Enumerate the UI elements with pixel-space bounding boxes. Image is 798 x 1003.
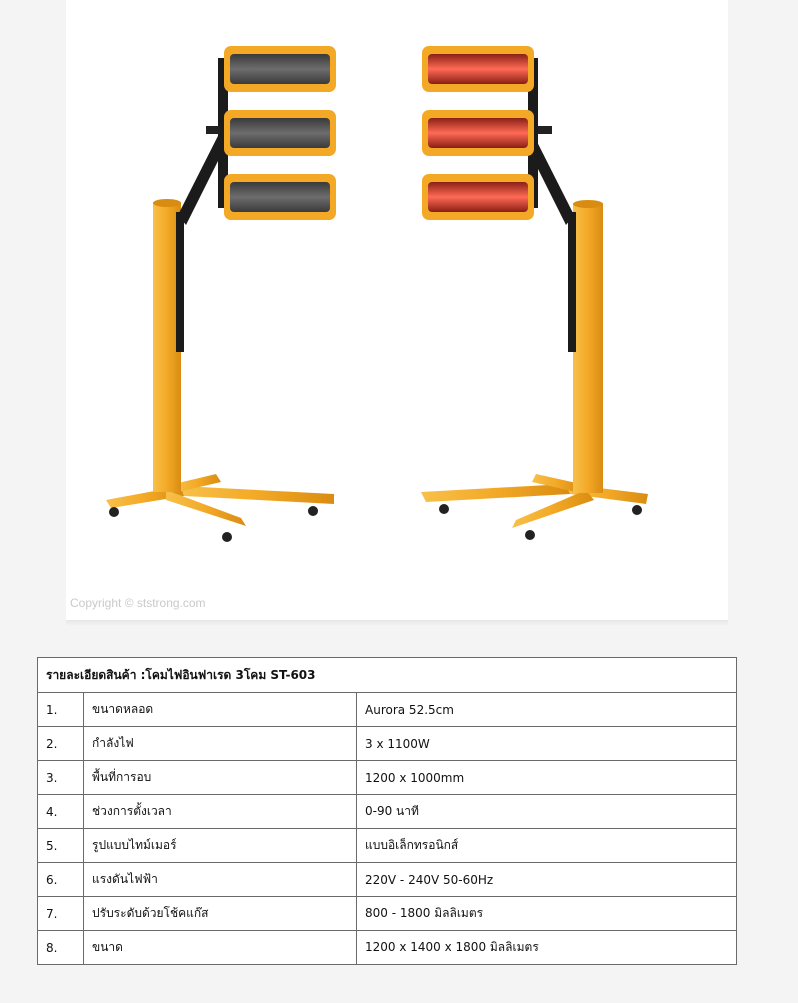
copyright-text: Copyright © ststrong.com	[70, 596, 206, 610]
right-gas-strut	[568, 212, 576, 352]
right-base-leg	[421, 484, 570, 502]
row-number: 5.	[38, 829, 84, 863]
row-number: 8.	[38, 931, 84, 965]
spec-name: ช่วงการตั้งเวลา	[84, 795, 357, 829]
spec-table-header	[38, 658, 737, 693]
left-lamp-3	[224, 174, 336, 220]
left-wheel	[222, 532, 232, 542]
table-row	[38, 693, 737, 727]
photo-shadow	[66, 620, 728, 626]
spec-name: ขนาดหลอด	[84, 693, 357, 727]
right-wheel	[525, 530, 535, 540]
left-lamp-1	[224, 46, 336, 92]
row-number: 2.	[38, 727, 84, 761]
spec-value: 1200 x 1000mm	[357, 761, 737, 795]
left-knob	[206, 126, 220, 134]
heater-illustration	[66, 0, 728, 620]
row-number: 7.	[38, 897, 84, 931]
spec-name: ขนาด	[84, 931, 357, 965]
spec-value: 1200 x 1400 x 1800 มิลลิเมตร	[357, 931, 737, 965]
table-row	[38, 795, 737, 829]
spec-name: กำลังไฟ	[84, 727, 357, 761]
right-wheel	[632, 505, 642, 515]
left-heater	[106, 46, 336, 542]
right-lamp-1	[422, 46, 534, 92]
right-knob	[538, 126, 552, 134]
table-row	[38, 727, 737, 761]
right-lamp-2	[422, 110, 534, 156]
spec-value: 220V - 240V 50-60Hz	[357, 863, 737, 897]
spec-table	[37, 657, 737, 965]
table-row	[38, 931, 737, 965]
table-row	[38, 897, 737, 931]
row-number: 1.	[38, 693, 84, 727]
spec-value: Aurora 52.5cm	[357, 693, 737, 727]
spec-name: แรงดันไฟฟ้า	[84, 863, 357, 897]
left-gas-strut	[176, 212, 184, 352]
right-pole	[573, 203, 603, 493]
table-row	[38, 761, 737, 795]
spec-name: พื้นที่การอบ	[84, 761, 357, 795]
spec-name: ปรับระดับด้วยโช้คแก๊ส	[84, 897, 357, 931]
table-row	[38, 863, 737, 897]
table-row	[38, 829, 737, 863]
right-wheel	[439, 504, 449, 514]
left-wheel	[308, 506, 318, 516]
row-number: 3.	[38, 761, 84, 795]
left-base-leg	[181, 486, 334, 504]
spec-name: รูปแบบไทม์เมอร์	[84, 829, 357, 863]
left-lamp-2	[224, 110, 336, 156]
spec-value: แบบอิเล็กทรอนิกส์	[357, 829, 737, 863]
left-wheel	[109, 507, 119, 517]
spec-table-title: รายละเอียดสินค้า :โคมไฟอินฟาเรด 3โคม ST-603	[38, 658, 737, 693]
spec-value: 0-90 นาที	[357, 795, 737, 829]
left-pole-cap	[153, 199, 181, 207]
right-lamp-3	[422, 174, 534, 220]
row-number: 6.	[38, 863, 84, 897]
spec-value: 3 x 1100W	[357, 727, 737, 761]
right-heater	[421, 46, 648, 540]
right-pole-cap	[573, 200, 603, 208]
spec-value: 800 - 1800 มิลลิเมตร	[357, 897, 737, 931]
row-number: 4.	[38, 795, 84, 829]
